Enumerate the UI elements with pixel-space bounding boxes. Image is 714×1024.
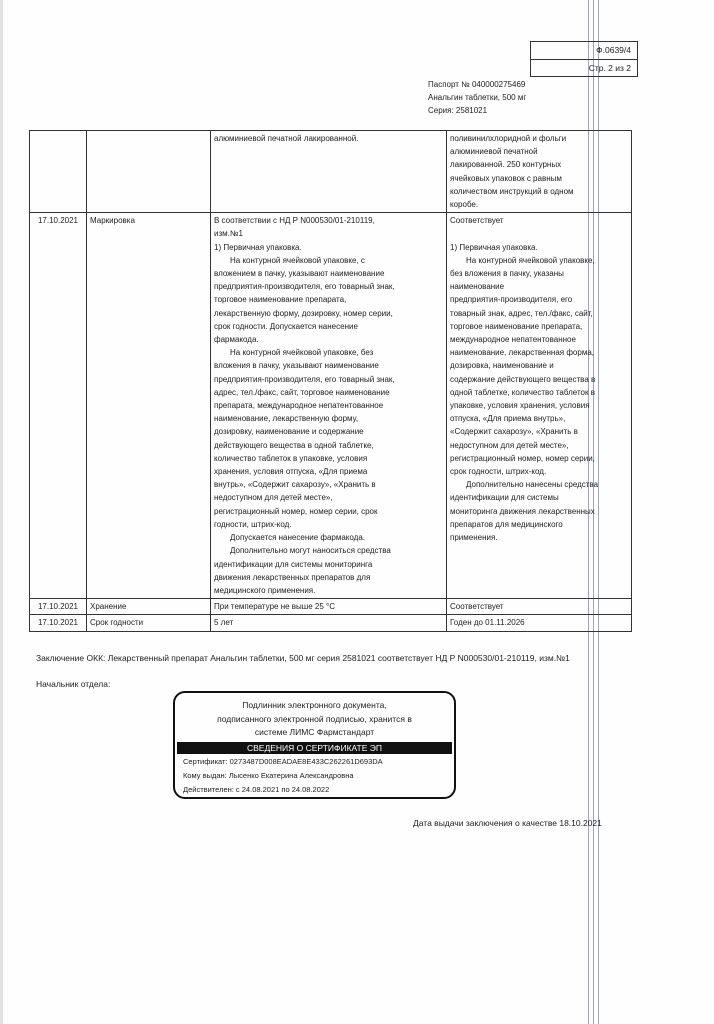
product-name: Анальгин таблетки, 500 мг [428, 93, 527, 102]
requirement-line: В соответствии с НД Р N000530/01-210119, [214, 216, 375, 226]
result-line: 1) Первичная упаковка. [450, 242, 538, 252]
result-line: упаковке, условия хранения, условия [450, 401, 590, 411]
test-name-cell: Хранение [87, 599, 211, 615]
result-line: регистрационный номер, номер серии, [450, 453, 595, 463]
requirement-line: 1) Первичная упаковка. [214, 242, 302, 252]
page-number: Стр. 2 из 2 [531, 59, 637, 76]
issue-date: Дата выдачи заключения о качестве 18.10.2021 [413, 818, 602, 828]
requirement-line: препарата, международное непатентованное [214, 401, 384, 411]
result-cell [447, 213, 632, 599]
result-line: товарный знак, адрес, тел./факс, сайт, [450, 308, 593, 318]
result-line: Соответствует [450, 216, 504, 226]
result-line: дозировка, наименование и [450, 361, 554, 371]
table-row [30, 213, 632, 599]
result-line: количеством инструкций в одном [450, 186, 574, 196]
series-number: Серия: 2581021 [428, 106, 488, 115]
requirement-cell [211, 131, 447, 213]
requirement-line: действующего вещества в одной таблетке, [214, 440, 374, 450]
form-code-box [530, 41, 638, 77]
requirement-line: медицинского применения. [214, 585, 316, 595]
result-line: «Содержит сахарозу», «Хранить в [450, 427, 578, 437]
electronic-signature-stamp [173, 691, 456, 799]
requirement-line: лекарственную форму, дозировку, номер серии, [214, 308, 393, 318]
requirement-line: движения лекарственных препаратов для [214, 572, 371, 582]
requirement-line: недоступном для детей месте», [214, 493, 333, 503]
stamp-line: системе ЛИМС Фармстандарт [254, 727, 375, 737]
date-cell [30, 131, 87, 213]
result-line: мониторинга движения лекарственных [450, 506, 595, 516]
requirement-line: Допускается нанесение фармакода. [230, 533, 366, 543]
stamp-line: подписанного электронной подписью, хранится в [217, 713, 412, 724]
test-name-cell: Срок годности [87, 615, 211, 631]
result-line: На контурной ячейковой упаковке, [466, 255, 595, 265]
result-line: наименование [450, 282, 505, 292]
requirement-line: На контурной ячейковой упаковке, без [230, 348, 374, 358]
certificate-owner: Кому выдан: Лысенко Екатерина Александровна [183, 771, 354, 780]
test-name-cell [87, 131, 211, 213]
result-line: срок годности, штрих-код. [450, 467, 547, 477]
result-line [450, 227, 628, 240]
requirement-line: фармакода. [214, 335, 259, 345]
date-cell: 17.10.2021 [30, 213, 87, 599]
requirement-cell: 5 лет [211, 615, 447, 631]
test-name-cell: Маркировка [87, 213, 211, 599]
requirement-line: количество таблеток в упаковке, условия [214, 453, 368, 463]
requirement-cell: При температуре не выше 25 °С [211, 599, 447, 615]
requirement-line: предприятия-производителя, его товарный знак, [214, 374, 395, 384]
certificate-header: СВЕДЕНИЯ О СЕРТИФИКАТЕ ЭП [177, 742, 452, 754]
result-line: одной таблетке, количество таблеток в [450, 387, 595, 397]
result-cell: Годен до 01.11.2026 [447, 615, 632, 631]
date-cell: 17.10.2021 [30, 615, 87, 631]
date-cell: 17.10.2021 [30, 599, 87, 615]
requirement-text: алюминиевой печатной лакированной. [214, 134, 359, 143]
result-line: без вложения в пачку, указаны [450, 269, 564, 279]
table-row [30, 615, 632, 631]
certificate-number: Сертификат: 0273487D008EADAE8E433C262261D693DA [183, 757, 383, 766]
requirement-line: На контурной ячейковой упаковке, с [230, 255, 365, 265]
result-line: наименование, лекарственная форма, [450, 348, 594, 358]
result-cell: Соответствует [447, 599, 632, 615]
requirement-line: хранения, условия отпуска, «Для приема [214, 467, 368, 477]
requirement-line: срок годности. Допускается нанесение [214, 321, 358, 331]
certificate-validity: Действителен: с 24.08.2021 по 24.08.2022 [183, 785, 330, 794]
requirement-line: дозировку, наименование и содержание [214, 427, 364, 437]
requirement-line: наименование, лекарственную форму, [214, 414, 359, 424]
result-line: коробе. [450, 200, 479, 210]
requirement-line: предприятия-производителя, его товарный знак, [214, 282, 395, 292]
result-line: идентификации для системы [450, 493, 559, 503]
table-row [30, 131, 632, 213]
department-head-label: Начальник отдела: [36, 679, 111, 689]
requirement-line: торговое наименование препарата, [214, 295, 347, 305]
requirement-line: вложением в пачку, указывают наименование [214, 269, 385, 279]
passport-number: Паспорт № 040000275469 [428, 80, 526, 89]
conclusion-text: Заключение ОКК: Лекарственный препарат Анальгин таблетки, 500 мг серия 2581021 соответствует НД Р N000530/01-210119, изм.№1 [36, 653, 570, 663]
form-code: Ф.0639/4 [596, 45, 631, 55]
requirement-line: вложения в пачку, указывают наименование [214, 361, 379, 371]
requirement-line: годности, штрих-код. [214, 519, 292, 529]
test-results-table [29, 130, 632, 632]
requirement-line: Дополнительно могут наноситься средства [230, 546, 391, 556]
result-line: алюминиевой печатной [450, 147, 538, 157]
result-line: недоступном для детей месте», [450, 440, 569, 450]
requirement-line: внутрь», «Содержит сахарозу», «Хранить в [214, 480, 376, 490]
requirement-line: адрес, тел./факс, сайт, торговое наименование [214, 387, 390, 397]
result-line: содержание действующего вещества в [450, 374, 596, 384]
result-line: предприятия-производителя, его [450, 295, 573, 305]
requirement-cell [211, 213, 447, 599]
scan-edge-shadow [0, 0, 3, 1024]
result-line: применения. [450, 533, 498, 543]
requirement-line: регистрационный номер, номер серии, срок [214, 506, 378, 516]
result-line: Дополнительно нанесены средства [466, 480, 599, 490]
stamp-line: Подлинник электронного документа, [242, 700, 387, 710]
result-line: поливинилхлоридной и фольги [450, 134, 567, 143]
result-line: ячейковых упаковок с равным [450, 173, 562, 183]
stamp-text [175, 699, 454, 740]
result-line: отпуска, «Для приема внутрь», [450, 414, 566, 424]
result-line: препаратов для медицинского [450, 519, 563, 529]
requirement-line: идентификации для системы мониторинга [214, 559, 373, 569]
result-line: торговое наименование препарата, [450, 321, 583, 331]
result-line: международное непатентованное [450, 335, 576, 345]
passport-block [428, 78, 526, 117]
result-line: лакированной. 250 контурных [450, 160, 562, 170]
requirement-line: изм.№1 [214, 229, 243, 239]
result-cell [447, 131, 632, 213]
table-row [30, 599, 632, 615]
